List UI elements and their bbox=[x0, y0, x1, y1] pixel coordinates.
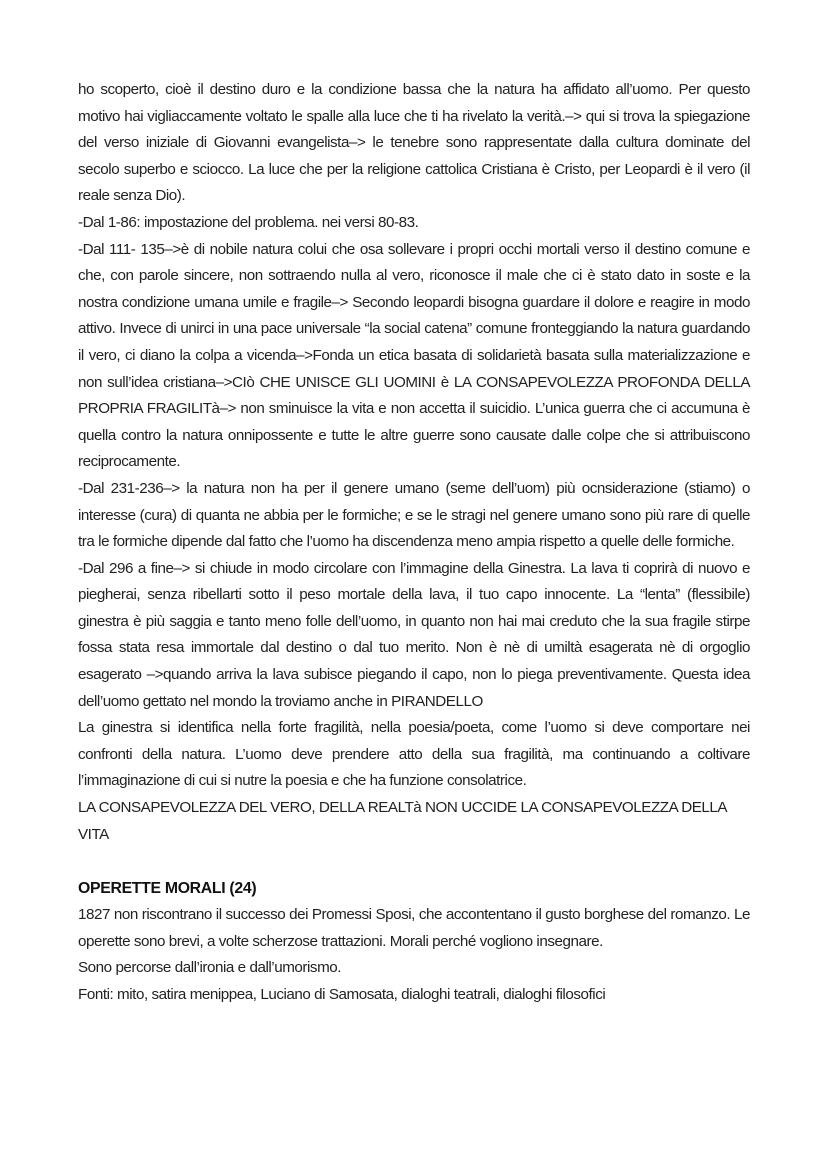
paragraph-verses-231-236: -Dal 231-236–> la natura non ha per il genere umano (seme dell’uom) più ocnsiderazione (stiamo) o interesse (cura) di quanta ne abbia per le formiche; e se le stragi nel genere umano sono più rare di quelle tra le formiche dipende dal fatto che l’uomo ha discendenza meno ampia rispetto a quelle delle formiche. bbox=[78, 479, 750, 551]
paragraph-conclusion: LA CONSAPEVOLEZZA DEL VERO, DELLA REALTà NON UCCIDE LA CONSAPEVOLEZZA DELLA VITA bbox=[78, 799, 727, 843]
paragraph-intro: ho scoperto, cioè il destino duro e la condizione bassa che la natura ha affidato all’uomo. Per questo motivo hai vigliaccamente voltato le spalle alla luce che ti ha rivelato la verità.–> qui si trova la spiegazione del verso iniziale di Giovanni evangelista–> le tenebre sono rappresentate dalla cultura dominate del secolo superbo e sciocco. La luce che per la religione cattolica Cristiana è Cristo, per Leopardi è il vero (il reale senza Dio). bbox=[78, 81, 750, 205]
paragraph-verses-296-end: -Dal 296 a fine–> si chiude in modo circolare con l’immagine della Ginestra. La lava ti coprirà di nuovo e piegherai, senza ribellarti sotto il peso mortale della lava, il tuo capo innocente. La “lenta” (flessibile) ginestra è più saggia e tanto meno folle dell’uomo, in quanto non hai mai creduto che la sua fragile stirpe fossa stata resa immortale dal destino o dal tuo merito. Non è nè di umiltà esagerata nè di orgoglio esagerato –>quando arriva la lava subisce piegando il capo, non lo piega preventivamente. Questa idea dell’uomo gettato nel mondo la troviamo anche in PIRANDELLO bbox=[78, 559, 750, 710]
section-paragraph-1827: 1827 non riscontrano il successo dei Promessi Sposi, che accontentano il gusto borghese del romanzo. Le operette sono brevi, a volte scherzose trattazioni. Morali perché vogliono insegnare. bbox=[78, 906, 750, 950]
paragraph-ginestra: La ginestra si identifica nella forte fragilità, nella poesia/poeta, come l’uomo si deve comportare nei confronti della natura. L’uomo deve prendere atto della sua fragilità, ma continuando a coltivare l’immaginazione di cui si nutre la poesia e che ha funzione consolatrice. bbox=[78, 719, 750, 790]
document-page bbox=[78, 77, 750, 1009]
paragraph-verses-1-86: -Dal 1-86: impostazione del problema. nei versi 80-83. bbox=[78, 213, 419, 231]
section-paragraph-ironia: Sono percorse dall’ironia e dall’umorismo. bbox=[78, 959, 342, 977]
paragraph-verses-111-135: -Dal 111- 135–>è di nobile natura colui che osa sollevare i propri occhi mortali verso il destino comune e che, con parole sincere, non sottraendo nulla al vero, riconosce il male che ci è stato dato in soste e la nostra condizione umana umile e fragile–> Secondo leopardi bisogna guardare il dolore e reagire in modo attivo. Invece di unirci in una pace universale “la social catena” comune fronteggiando la natura guardando il vero, ci diano la colpa a vicenda–>Fonda un etica basata di solidarietà basata sulla materializzazione e non sull’idea cristiana–>CIò CHE UNISCE GLI UOMINI è LA CONSAPEVOLEZZA PROFONDA DELLA PROPRIA FRAGILITà–> non sminuisce la vita e non accetta il suicidio. L’unica guerra che ci accumuna è quella contro la natura onnipossente e tutte le altre guerre sono causate dalle colpe che si attribuiscono reciprocamente. bbox=[78, 240, 750, 471]
section-heading-operette-morali: OPERETTE MORALI (24) bbox=[78, 880, 257, 898]
section-paragraph-fonti: Fonti: mito, satira menippea, Luciano di Samosata, dialoghi teatrali, dialoghi filosofici bbox=[78, 986, 606, 1003]
